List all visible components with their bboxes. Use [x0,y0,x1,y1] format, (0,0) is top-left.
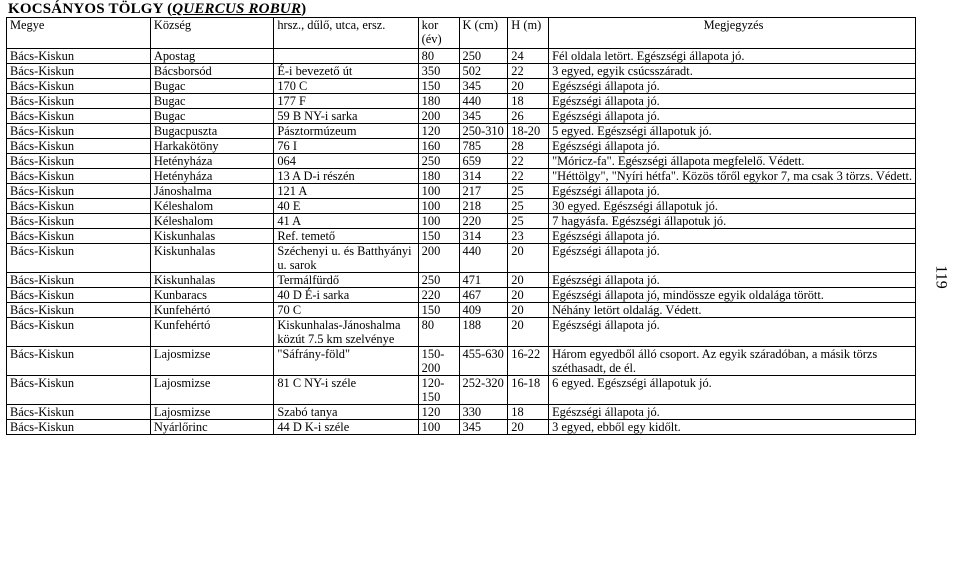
cell-hrsz: Szabó tanya [274,405,418,420]
cell-kor: 100 [418,184,459,199]
header-megye: Megye [7,18,151,49]
table-row [7,214,916,229]
cell-h: 16-22 [508,347,549,376]
cell-megye: Bács-Kiskun [7,169,151,184]
title-latin-name: QUERCUS ROBUR [172,1,302,17]
cell-kor: 220 [418,288,459,303]
table-row [7,420,916,435]
cell-kozseg: Hetényháza [150,154,273,169]
cell-k: 220 [459,214,508,229]
cell-kozseg: Kunfehértó [150,303,273,318]
header-kor: kor (év) [418,18,459,49]
cell-h: 18-20 [508,124,549,139]
cell-k: 330 [459,405,508,420]
cell-h: 22 [508,64,549,79]
header-megjegyzes: Megjegyzés [549,18,916,49]
cell-megye: Bács-Kiskun [7,288,151,303]
cell-megjegyzes: 6 egyed. Egészségi állapotuk jó. [549,376,916,405]
table-row [7,79,916,94]
table-row [7,109,916,124]
table-row [7,49,916,64]
cell-megye: Bács-Kiskun [7,347,151,376]
table-row [7,64,916,79]
cell-megjegyzes: 30 egyed. Egészségi állapotuk jó. [549,199,916,214]
cell-k: 785 [459,139,508,154]
cell-hrsz: 59 B NY-i sarka [274,109,418,124]
cell-megye: Bács-Kiskun [7,273,151,288]
cell-kozseg: Nyárlőrinc [150,420,273,435]
cell-h: 25 [508,199,549,214]
cell-k: 217 [459,184,508,199]
cell-kozseg: Kunbaracs [150,288,273,303]
cell-k: 471 [459,273,508,288]
cell-k: 345 [459,420,508,435]
cell-hrsz: Termálfürdő [274,273,418,288]
cell-kozseg: Bugac [150,109,273,124]
table-row [7,169,916,184]
cell-kozseg: Bugac [150,94,273,109]
cell-kor: 150-200 [418,347,459,376]
cell-megjegyzes: Fél oldala letört. Egészségi állapota jó. [549,49,916,64]
cell-k: 314 [459,169,508,184]
cell-kozseg: Jánoshalma [150,184,273,199]
cell-k: 659 [459,154,508,169]
header-h: H (m) [508,18,549,49]
header-row [7,18,916,49]
title-main: KOCSÁNYOS TÖLGY ( [8,1,173,17]
cell-kor: 150 [418,229,459,244]
cell-megye: Bács-Kiskun [7,303,151,318]
cell-kozseg: Bugacpuszta [150,124,273,139]
table-row [7,229,916,244]
table-row [7,303,916,318]
cell-h: 20 [508,303,549,318]
cell-hrsz: "Sáfrány-föld" [274,347,418,376]
cell-megye: Bács-Kiskun [7,229,151,244]
cell-megjegyzes: Egészségi állapota jó. [549,318,916,347]
cell-k: 250 [459,49,508,64]
cell-megjegyzes: Egészségi állapota jó. [549,79,916,94]
header-k: K (cm) [459,18,508,49]
cell-megye: Bács-Kiskun [7,420,151,435]
cell-kozseg: Kiskunhalas [150,229,273,244]
cell-kor: 80 [418,49,459,64]
header-kozseg: Község [150,18,273,49]
cell-megye: Bács-Kiskun [7,124,151,139]
cell-megye: Bács-Kiskun [7,109,151,124]
table-row [7,199,916,214]
cell-hrsz: 064 [274,154,418,169]
cell-megye: Bács-Kiskun [7,244,151,273]
cell-k: 440 [459,244,508,273]
table-row [7,154,916,169]
cell-hrsz: 41 A [274,214,418,229]
cell-hrsz: Ref. temető [274,229,418,244]
cell-hrsz: 170 C [274,79,418,94]
table-row [7,244,916,273]
title-end: ) [301,1,307,17]
cell-kozseg: Bugac [150,79,273,94]
cell-k: 314 [459,229,508,244]
cell-megjegyzes: 7 hagyásfa. Egészségi állapotuk jó. [549,214,916,229]
cell-kozseg: Kéleshalom [150,214,273,229]
cell-k: 502 [459,64,508,79]
cell-megjegyzes: "Móricz-fa". Egészségi állapota megfelelő. Védett. [549,154,916,169]
table-row [7,318,916,347]
cell-kor: 150 [418,79,459,94]
cell-h: 25 [508,184,549,199]
cell-megjegyzes: Egészségi állapota jó. [549,244,916,273]
cell-h: 22 [508,169,549,184]
cell-k: 188 [459,318,508,347]
cell-h: 28 [508,139,549,154]
page-title [8,1,306,18]
cell-megjegyzes: Egészségi állapota jó. [549,405,916,420]
table-row [7,184,916,199]
table-row [7,347,916,376]
cell-hrsz: É-i bevezető út [274,64,418,79]
cell-kor: 120-150 [418,376,459,405]
cell-megjegyzes: 3 egyed, egyik csúcsszáradt. [549,64,916,79]
cell-kor: 180 [418,169,459,184]
cell-hrsz: 44 D K-i széle [274,420,418,435]
cell-hrsz: 70 C [274,303,418,318]
cell-kor: 100 [418,420,459,435]
cell-kozseg: Kéleshalom [150,199,273,214]
header-hrsz: hrsz., dűlő, utca, ersz. [274,18,418,49]
cell-megye: Bács-Kiskun [7,405,151,420]
cell-hrsz: 121 A [274,184,418,199]
cell-megjegyzes: Egészségi állapota jó. [549,139,916,154]
cell-h: 23 [508,229,549,244]
cell-kor: 150 [418,303,459,318]
cell-kozseg: Apostag [150,49,273,64]
cell-h: 20 [508,288,549,303]
cell-kozseg: Kunfehértó [150,318,273,347]
cell-megjegyzes: Egészségi állapota jó. [549,109,916,124]
cell-kor: 250 [418,154,459,169]
cell-kor: 100 [418,199,459,214]
cell-kozseg: Lajosmizse [150,405,273,420]
cell-megjegyzes: Három egyedből álló csoport. Az egyik száradóban, a másik törzs széthasadt, de él. [549,347,916,376]
cell-megye: Bács-Kiskun [7,79,151,94]
cell-megye: Bács-Kiskun [7,184,151,199]
cell-k: 218 [459,199,508,214]
cell-megjegyzes: Egészségi állapota jó. [549,94,916,109]
table-row [7,139,916,154]
cell-kor: 120 [418,405,459,420]
cell-megjegyzes: Egészségi állapota jó, mindössze egyik oldalága törött. [549,288,916,303]
cell-kozseg: Lajosmizse [150,376,273,405]
cell-kor: 160 [418,139,459,154]
cell-kozseg: Lajosmizse [150,347,273,376]
table-row [7,124,916,139]
cell-h: 24 [508,49,549,64]
cell-megye: Bács-Kiskun [7,199,151,214]
cell-megye: Bács-Kiskun [7,49,151,64]
cell-kor: 200 [418,244,459,273]
cell-megye: Bács-Kiskun [7,94,151,109]
cell-h: 18 [508,94,549,109]
cell-megye: Bács-Kiskun [7,64,151,79]
cell-k: 440 [459,94,508,109]
cell-k: 409 [459,303,508,318]
cell-megjegyzes: 3 egyed, ebből egy kidőlt. [549,420,916,435]
cell-h: 18 [508,405,549,420]
cell-megjegyzes: Egészségi állapota jó. [549,273,916,288]
cell-kozseg: Bácsborsód [150,64,273,79]
table-row [7,273,916,288]
cell-hrsz: Kiskunhalas-Jánoshalma közút 7.5 km szelvénye [274,318,418,347]
cell-megye: Bács-Kiskun [7,139,151,154]
cell-hrsz: 40 E [274,199,418,214]
cell-hrsz: Pásztormúzeum [274,124,418,139]
cell-h: 22 [508,154,549,169]
cell-hrsz: 13 A D-i részén [274,169,418,184]
cell-kozseg: Kiskunhalas [150,273,273,288]
cell-kor: 180 [418,94,459,109]
cell-megjegyzes: Egészségi állapota jó. [549,184,916,199]
cell-h: 20 [508,318,549,347]
cell-megjegyzes: Néhány letört oldalág. Védett. [549,303,916,318]
cell-megjegyzes: 5 egyed. Egészségi állapotuk jó. [549,124,916,139]
cell-hrsz: 40 D É-i sarka [274,288,418,303]
cell-kozseg: Harkakötöny [150,139,273,154]
cell-h: 20 [508,420,549,435]
cell-k: 252-320 [459,376,508,405]
cell-megye: Bács-Kiskun [7,154,151,169]
cell-kor: 200 [418,109,459,124]
cell-h: 20 [508,244,549,273]
cell-kor: 350 [418,64,459,79]
cell-kor: 120 [418,124,459,139]
cell-hrsz [274,49,418,64]
cell-kor: 250 [418,273,459,288]
cell-megye: Bács-Kiskun [7,318,151,347]
cell-hrsz: 76 I [274,139,418,154]
cell-megjegyzes: Egészségi állapota jó. [549,229,916,244]
cell-h: 20 [508,273,549,288]
cell-k: 455-630 [459,347,508,376]
cell-kozseg: Hetényháza [150,169,273,184]
cell-kor: 100 [418,214,459,229]
cell-hrsz: 177 F [274,94,418,109]
page-number: 119 [932,265,950,289]
cell-h: 16-18 [508,376,549,405]
cell-k: 250-310 [459,124,508,139]
cell-h: 20 [508,79,549,94]
table-row [7,376,916,405]
cell-k: 345 [459,109,508,124]
cell-megye: Bács-Kiskun [7,214,151,229]
table-row [7,288,916,303]
cell-h: 25 [508,214,549,229]
cell-k: 345 [459,79,508,94]
table-body [7,49,916,435]
cell-megye: Bács-Kiskun [7,376,151,405]
cell-hrsz: Széchenyi u. és Batthyányi u. sarok [274,244,418,273]
cell-kor: 80 [418,318,459,347]
cell-k: 467 [459,288,508,303]
oak-register-table [6,17,916,435]
cell-hrsz: 81 C NY-i széle [274,376,418,405]
cell-megjegyzes: "Héttölgy", "Nyíri hétfa". Közös tőről egykor 7, ma csak 3 törzs. Védett. [549,169,916,184]
cell-h: 26 [508,109,549,124]
table-row [7,405,916,420]
table-row [7,94,916,109]
cell-kozseg: Kiskunhalas [150,244,273,273]
